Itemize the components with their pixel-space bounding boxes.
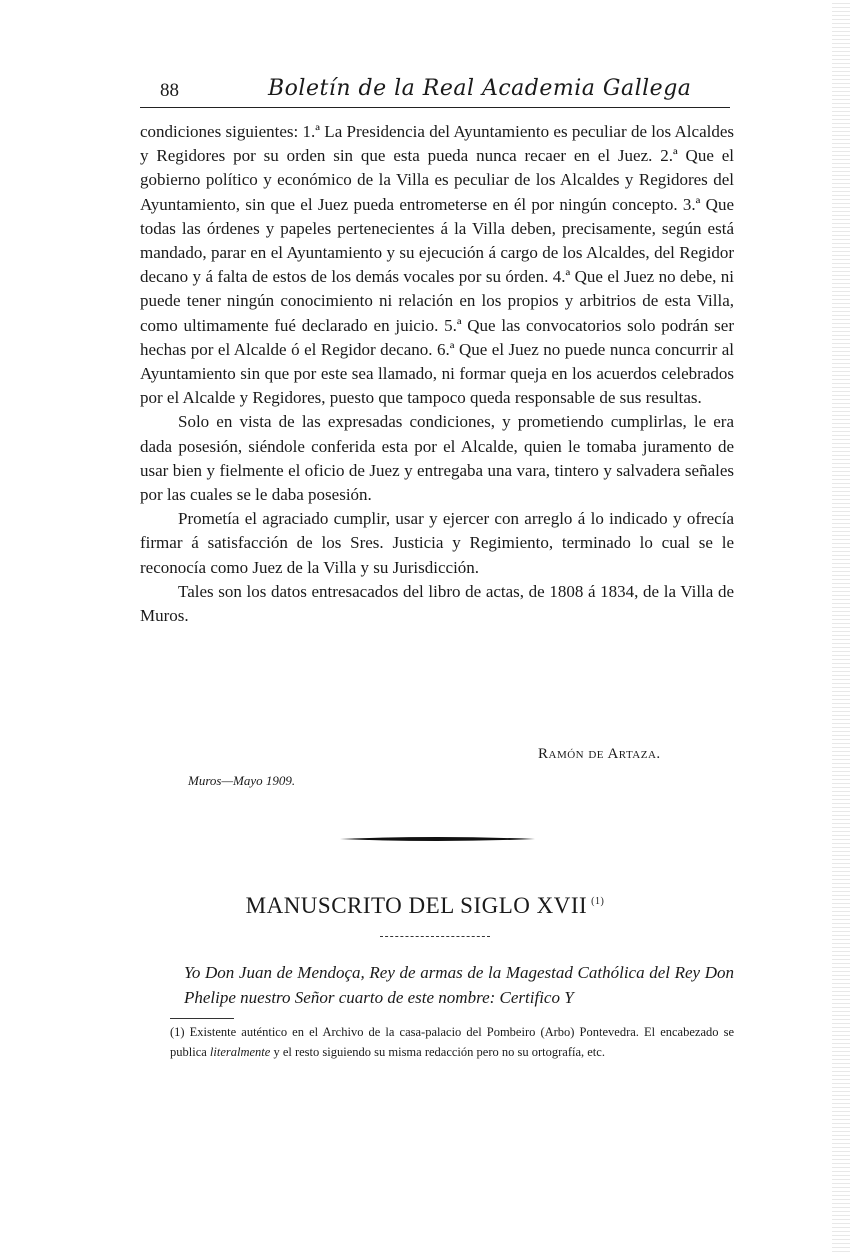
dateline: Muros—Mayo 1909. <box>188 773 296 788</box>
body-text <box>140 120 734 628</box>
footnote-emphasis: literalmente <box>209 1045 271 1059</box>
quote-text: Yo Don Juan de Mendoça, Rey de armas de la Magestad Cathólica del Rey Don Phelipe nuestro Señor cuarto de este nombre: Certifico Y <box>184 963 734 1007</box>
footnote-text-2: y el resto siguiendo su misma redacción pero no su ortografía, etc. <box>273 1045 605 1059</box>
paragraph-sources: Tales son los datos entresacados del libro de actas, de 1808 á 1834, de la Villa de Muros. <box>140 581 734 626</box>
paragraph-conditions: condiciones siguientes: 1.ª La Presidencia del Ayuntamiento es peculiar de los Alcaldes y Regidores por su orden sin que esta pueda nunca recaer en el Juez. 2.ª Que el gobierno político y económico de la Villa es peculiar de los Alcaldes y Regidores del Ayuntamiento, sin que el Juez pueda entrometerse en él por ningún concepto. 3.ª Que todas las órdenes y papeles pertenecientes á la Villa deben, precisamente, según está mandado, parar en el Ayuntamiento y su ejecución á cargo de los Alcaldes, del Regidor decano y á falta de estos de los demás vocales por su órden. 4.ª Que el Juez no debe, ni puede tener ningún conocimiento ni relación en los propios y arbitrios de esta Villa, como ultimamente fué declarado en juicio. 5.ª Que las convocatorios solo podrán ser hechas por el Alcalde ó el Regidor decano. 6.ª Que el Juez no puede nunca concurrir al Ayuntamiento sin que por este sea llamado, ni formar queja en los acuerdos celebrados por el Alcalde y Regidores, puesto que tampoco queda responsable de sus resultas. <box>140 122 734 408</box>
section-footnote-marker: (1) <box>591 896 605 907</box>
author-signature: Ramón de Artaza. <box>538 746 661 762</box>
header-rule <box>140 107 730 108</box>
section-divider-ornament <box>340 834 535 844</box>
page-header <box>140 76 735 106</box>
page-number: 88 <box>160 80 179 101</box>
running-title: Boletín de la Real Academia Gallega <box>268 76 692 101</box>
footnote-text-1: Existente auténtico en el Archivo de la casa-palacio del Pombeiro (Arbo) Pontevedra. El encabezado se publica <box>170 1025 734 1059</box>
footnote-body <box>140 1022 734 1062</box>
paragraph-possession: Solo en vista de las expresadas condiciones, y prometiendo cumplirlas, le era dada posesión, siéndole conferida esta por el Alcalde, quien le tomaba juramento de usar bien y fielmente el oficio de Juez y entregaba una vara, tintero y salvadera señales por las cuales se le daba posesión. <box>140 412 734 505</box>
paragraph-oath: Prometía el agraciado cumplir, usar y ejercer con arreglo á lo indicado y ofrecía firmar á satisfacción de los Sres. Justicia y Regimiento, terminado lo cual se le reconocía como Juez de la Villa y su Jurisdicción. <box>140 509 734 577</box>
manuscript-quote <box>140 960 734 1010</box>
section-title <box>0 893 850 919</box>
title-rule <box>380 936 490 938</box>
footnote-marker: (1) <box>170 1025 185 1039</box>
section-title-text: MANUSCRITO DEL SIGLO XVII <box>245 893 588 918</box>
footnote <box>140 1022 734 1062</box>
page-edge-shadow <box>832 0 850 1252</box>
footnote-rule <box>170 1018 234 1019</box>
